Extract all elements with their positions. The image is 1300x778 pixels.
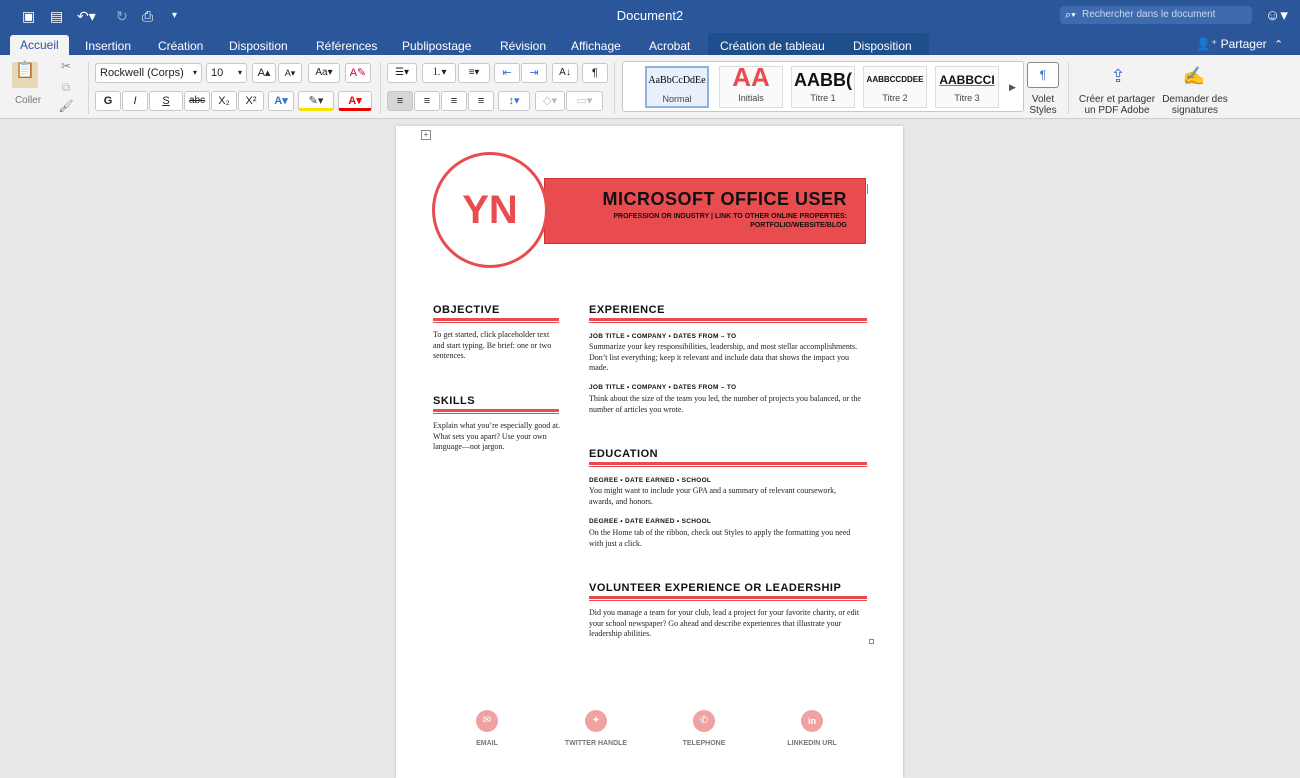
tab-disposition[interactable]: Disposition	[229, 39, 288, 53]
customize-toolbar-icon[interactable]: ▾	[172, 10, 178, 21]
degree-description[interactable]: On the Home tab of the ribbon, check out Styles to apply the formatting you need with just a click.	[589, 528, 851, 548]
tab-insertion[interactable]: Insertion	[85, 39, 132, 53]
multilevel-list-button[interactable]: ≡▾	[458, 63, 490, 83]
job-title-line[interactable]: JOB TITLE • COMPANY • DATES FROM – TO	[589, 384, 737, 391]
separator	[1068, 62, 1069, 114]
highlight-button[interactable]: ✎▾	[298, 91, 334, 111]
undo-icon[interactable]: ↶▾	[77, 8, 96, 24]
style-preview: AABBCCDDEE	[866, 75, 924, 84]
tab-revision[interactable]: Révision	[500, 39, 547, 53]
initials-circle	[432, 152, 548, 268]
style-label: Normal	[662, 94, 692, 104]
style-titre-3[interactable]	[935, 66, 999, 108]
style-label: Titre 1	[810, 93, 836, 103]
degree-description[interactable]: You might want to include your GPA and a summary of relevant coursework, awards, and honors.	[589, 486, 837, 506]
strikethrough-button[interactable]: abc	[184, 91, 210, 111]
style-preview: AaBbCcDdEe	[648, 75, 706, 86]
section-rule	[589, 318, 867, 323]
gallery-more-icon[interactable]: ▶	[1009, 82, 1016, 92]
objective-text[interactable]: To get started, click placeholder text and start typing. Be brief: one or two sentences.	[433, 330, 552, 360]
header-banner	[544, 178, 866, 244]
search-icon: ⌕▾	[1065, 9, 1076, 21]
clear-formatting-button[interactable]: A✎	[345, 63, 371, 83]
font-color-button[interactable]: A▾	[338, 91, 372, 111]
degree-line[interactable]: DEGREE • DATE EARNED • SCHOOL	[589, 477, 712, 484]
adobe-pdf-button[interactable]: Créer et partager un PDF Adobe	[1078, 94, 1156, 116]
tab-creation[interactable]: Création	[158, 39, 204, 53]
search-placeholder: Rechercher dans le document	[1082, 9, 1216, 20]
job-description[interactable]: Summarize your key responsibilities, leadership, and most stellar accomplishments. Don’t list everything; keep it relevant and include data that shows the impact you made.	[589, 342, 858, 372]
change-case-button[interactable]: Aa▾	[308, 63, 340, 83]
bold-button[interactable]: G	[95, 91, 121, 111]
styles-pane-button[interactable]: Volet Styles	[1029, 94, 1057, 116]
footer-telephone-label[interactable]: TELEPHONE	[682, 740, 726, 747]
align-left-button[interactable]: ≡	[387, 91, 413, 111]
style-preview: AA	[732, 66, 770, 92]
style-label: Titre 3	[954, 93, 980, 103]
section-rule	[433, 409, 559, 414]
align-center-button[interactable]: ≡	[414, 91, 440, 111]
style-label: Initials	[738, 93, 764, 103]
numbering-button[interactable]: ⒈▾	[422, 63, 456, 83]
redo-icon[interactable]: ↻	[116, 8, 128, 24]
tab-publipostage[interactable]: Publipostage	[402, 39, 472, 53]
experience-heading[interactable]: EXPERIENCE	[589, 304, 665, 316]
volunteer-heading[interactable]: VOLUNTEER EXPERIENCE OR LEADERSHIP	[589, 582, 842, 594]
tab-disposition-tableau[interactable]: Disposition	[853, 39, 912, 53]
add-person-icon: 👤⁺	[1196, 37, 1218, 51]
tab-accueil[interactable]: Accueil	[10, 35, 69, 55]
borders-button[interactable]: ▭▾	[566, 91, 603, 111]
superscript-button[interactable]: X²	[238, 91, 264, 111]
styles-pane-icon[interactable]: ¶	[1027, 62, 1059, 88]
copy-icon[interactable]: ⧉	[61, 80, 71, 94]
objective-heading[interactable]: OBJECTIVE	[433, 304, 500, 316]
signature-icon[interactable]: ✍	[1182, 66, 1206, 86]
font-size-select[interactable]	[206, 63, 247, 83]
text-cursor	[867, 184, 868, 194]
resume-name[interactable]: MICROSOFT OFFICE USER	[602, 189, 847, 209]
italic-button[interactable]: I	[122, 91, 148, 111]
line-spacing-button[interactable]: ↕▾	[498, 91, 530, 111]
style-preview: AABB(	[794, 70, 852, 90]
degree-line[interactable]: DEGREE • DATE EARNED • SCHOOL	[589, 518, 712, 525]
search-input[interactable]	[1060, 6, 1252, 24]
telephone-icon[interactable]: ✆	[693, 710, 715, 732]
shading-button[interactable]: ◇▾	[535, 91, 565, 111]
save-icon[interactable]: ▤	[50, 8, 64, 24]
shrink-font-button[interactable]: A▾	[278, 63, 302, 83]
grow-font-button[interactable]: A▴	[252, 63, 276, 83]
justify-button[interactable]: ≡	[468, 91, 494, 111]
skills-heading[interactable]: SKILLS	[433, 395, 476, 407]
style-normal[interactable]	[645, 66, 709, 108]
tab-acrobat[interactable]: Acrobat	[649, 39, 691, 53]
job-description[interactable]: Think about the size of the team you led, the number of projects you balanced, or the number of articles you wrote.	[589, 394, 861, 414]
separator	[88, 62, 89, 114]
style-label: Titre 2	[882, 93, 908, 103]
smiley-feedback-icon[interactable]: ☺▾	[1265, 7, 1288, 24]
show-formatting-button[interactable]: ¶	[582, 63, 608, 83]
education-heading[interactable]: EDUCATION	[589, 448, 659, 460]
collapse-ribbon-icon[interactable]: ⌃	[1274, 39, 1284, 51]
print-icon[interactable]: ⎙	[142, 8, 154, 24]
font-size-value: 10	[211, 67, 224, 79]
skills-text[interactable]: Explain what you’re especially good at. What sets you apart? Use your own language—not jargon.	[433, 421, 561, 451]
sort-button[interactable]: A↓	[552, 63, 578, 83]
title-bar	[0, 0, 1300, 33]
document-title: Document2	[616, 8, 684, 23]
decrease-indent-button[interactable]: ⇤	[494, 63, 520, 83]
volunteer-text[interactable]: Did you manage a team for your club, lead a project for your favorite charity, or edit your school newspaper? Go ahead and describe experiences that illustrate your leadership abilities.	[589, 608, 860, 638]
section-rule	[589, 596, 867, 601]
section-rule	[433, 318, 559, 323]
chevron-down-icon: ▾	[192, 68, 197, 77]
style-preview: AABBCCI	[939, 73, 995, 87]
footer-linkedin-label[interactable]: LINKEDIN URL	[787, 740, 837, 747]
section-rule	[589, 462, 867, 467]
subscript-button[interactable]: X₂	[211, 91, 237, 111]
tab-affichage[interactable]: Affichage	[571, 39, 621, 53]
table-move-handle-icon[interactable]: +	[421, 130, 431, 140]
ribbon-tabs	[0, 33, 1300, 55]
pdf-share-icon[interactable]: ⇪	[1110, 66, 1126, 86]
text-effects-button[interactable]: A▾	[268, 91, 294, 111]
footer-email-label[interactable]: EMAIL	[476, 740, 498, 747]
tab-creation-tableau[interactable]: Création de tableau	[720, 39, 825, 53]
document-page[interactable]	[396, 126, 903, 778]
font-name-value: Rockwell (Corps)	[100, 67, 184, 79]
align-right-button[interactable]: ≡	[441, 91, 467, 111]
table-resize-handle-icon[interactable]	[869, 639, 874, 644]
separator	[614, 62, 615, 114]
format-painter-icon[interactable]: 🖌	[58, 99, 74, 113]
email-icon[interactable]: ✉	[476, 710, 498, 732]
separator	[380, 62, 381, 114]
font-name-select[interactable]	[95, 63, 202, 83]
styles-gallery	[622, 61, 1024, 112]
paste-icon[interactable]: 📋	[12, 62, 38, 88]
resume-subtitle[interactable]: PROFESSION OR INDUSTRY | LINK TO OTHER ONLINE PROPERTIES: PORTFOLIO/WEBSITE/BLOG	[613, 213, 847, 229]
share-label: Partager	[1220, 37, 1267, 51]
twitter-icon[interactable]: ✦	[585, 710, 607, 732]
linkedin-icon[interactable]: in	[801, 710, 823, 732]
style-titre-1[interactable]	[791, 66, 855, 108]
sidebar-toggle-icon[interactable]: ▣	[22, 8, 36, 24]
job-title-line[interactable]: JOB TITLE • COMPANY • DATES FROM – TO	[589, 333, 737, 340]
request-signatures-button[interactable]: Demander des signatures	[1162, 94, 1228, 116]
chevron-down-icon: ▾	[237, 68, 242, 77]
increase-indent-button[interactable]: ⇥	[521, 63, 547, 83]
resume-initials[interactable]: YN	[462, 188, 518, 232]
bullets-button[interactable]: ☰▾	[387, 63, 417, 83]
style-titre-2[interactable]	[863, 66, 927, 108]
cut-icon[interactable]: ✂	[60, 59, 72, 73]
footer-twitter-label[interactable]: TWITTER HANDLE	[564, 740, 628, 747]
share-button[interactable]	[1196, 37, 1267, 51]
paste-label[interactable]: Coller	[14, 95, 42, 106]
tab-references[interactable]: Références	[316, 39, 378, 53]
underline-button[interactable]: S	[149, 91, 183, 111]
style-initials[interactable]	[719, 66, 783, 108]
